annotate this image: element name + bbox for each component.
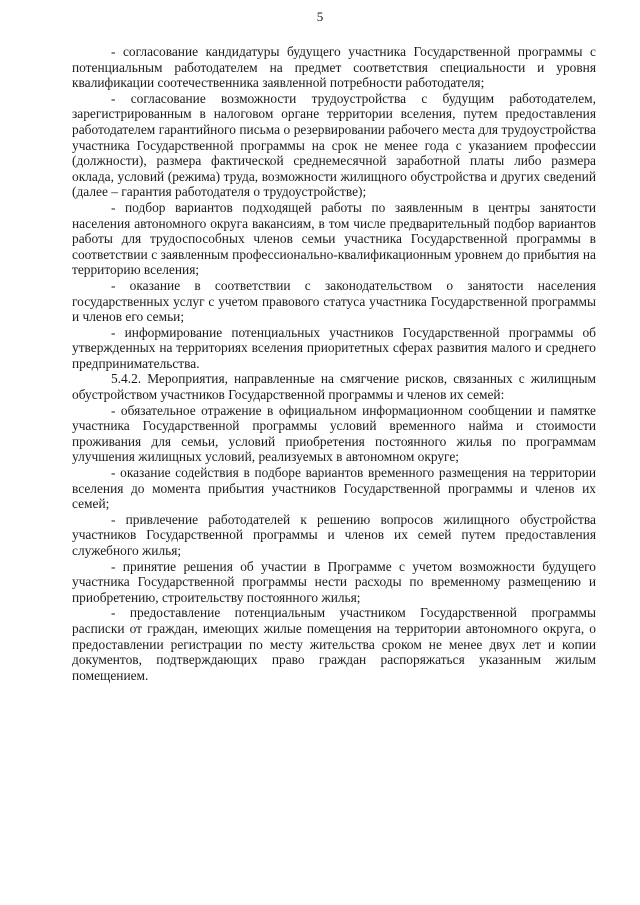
paragraph-registration-receipt: - предоставление потенциальным участником Государственной программы расписки от граждан, имеющих жилые помещения на территории автономного округа, о предоставлении регистрации по месту жительства сроком не менее двух лет и копии документов, подтверждающих право граждан распоряжаться указанным жилым помещением.	[72, 605, 596, 683]
document-body	[72, 44, 596, 683]
paragraph-business-informing: - информирование потенциальных участников Государственной программы об утвержденных на территориях вселения приоритетных сферах развития малого и среднего предпринимательства.	[72, 324, 596, 371]
paragraph-employer-housing: - привлечение работодателей к решению вопросов жилищного обустройства участников Государственной программы и членов их семей путем предоставления служебного жилья;	[72, 511, 596, 558]
paragraph-participation-decision: - принятие решения об участии в Программе с учетом возможности будущего участника Государственной программы нести расходы по временному размещению и приобретению, строительству постоянного жилья;	[72, 558, 596, 605]
paragraph-employment-services: - оказание в соответствии с законодательством о занятости населения государственных услуг с учетом правового статуса участника Государственной программы и членов его семьи;	[72, 277, 596, 325]
paragraph-employment-guarantee: - согласование возможности трудоустройства с будущим работодателем, зарегистрированным в налоговом органе территории вселения, путем предоставления работодателем гарантийного письма о резервировании рабочего места для трудоустройства участника Государственной программы на срок не менее года с указанием профессии (должности), размера фактической среднемесячной заработной платы либо размера оклада, условий (режима) труда, возможности жилищного обустройства и других сведений (далее – гарантия работодателя о трудоустройстве);	[72, 90, 596, 200]
page-number: 5	[316, 9, 324, 24]
paragraph-temporary-housing: - оказание содействия в подборе вариантов временного размещения на территории вселения до момента прибытия участников Государственной программы и членов их семей;	[72, 465, 596, 512]
paragraph-section-5-4-2: 5.4.2. Мероприятия, направленные на смягчение рисков, связанных с жилищным обустройством участников Государственной программы и членов их семей:	[72, 371, 596, 403]
paragraph-job-selection: - подбор вариантов подходящей работы по заявленным в центры занятости населения автономного округа вакансиям, в том числе предварительный подбор вариантов работы для трудоспособных членов семьи участника Государственной программы в соответствии с заявленным профессионально-квалификационным уровнем до прибытия на территорию вселения;	[72, 199, 596, 278]
paragraph-housing-info: - обязательное отражение в официальном информационном сообщении и памятке участника Государственной программы условий временного найма и стоимости проживания для семьи, условий приобретения постоянного жилья по программам улучшения жилищных условий, реализуемых в автономном округе;	[72, 402, 596, 465]
paragraph-candidate-approval: - согласование кандидатуры будущего участника Государственной программы с потенциальным работодателем на предмет соответствия специальности и уровня квалификации соотечественника заявленной потребности работодателя;	[72, 44, 596, 91]
